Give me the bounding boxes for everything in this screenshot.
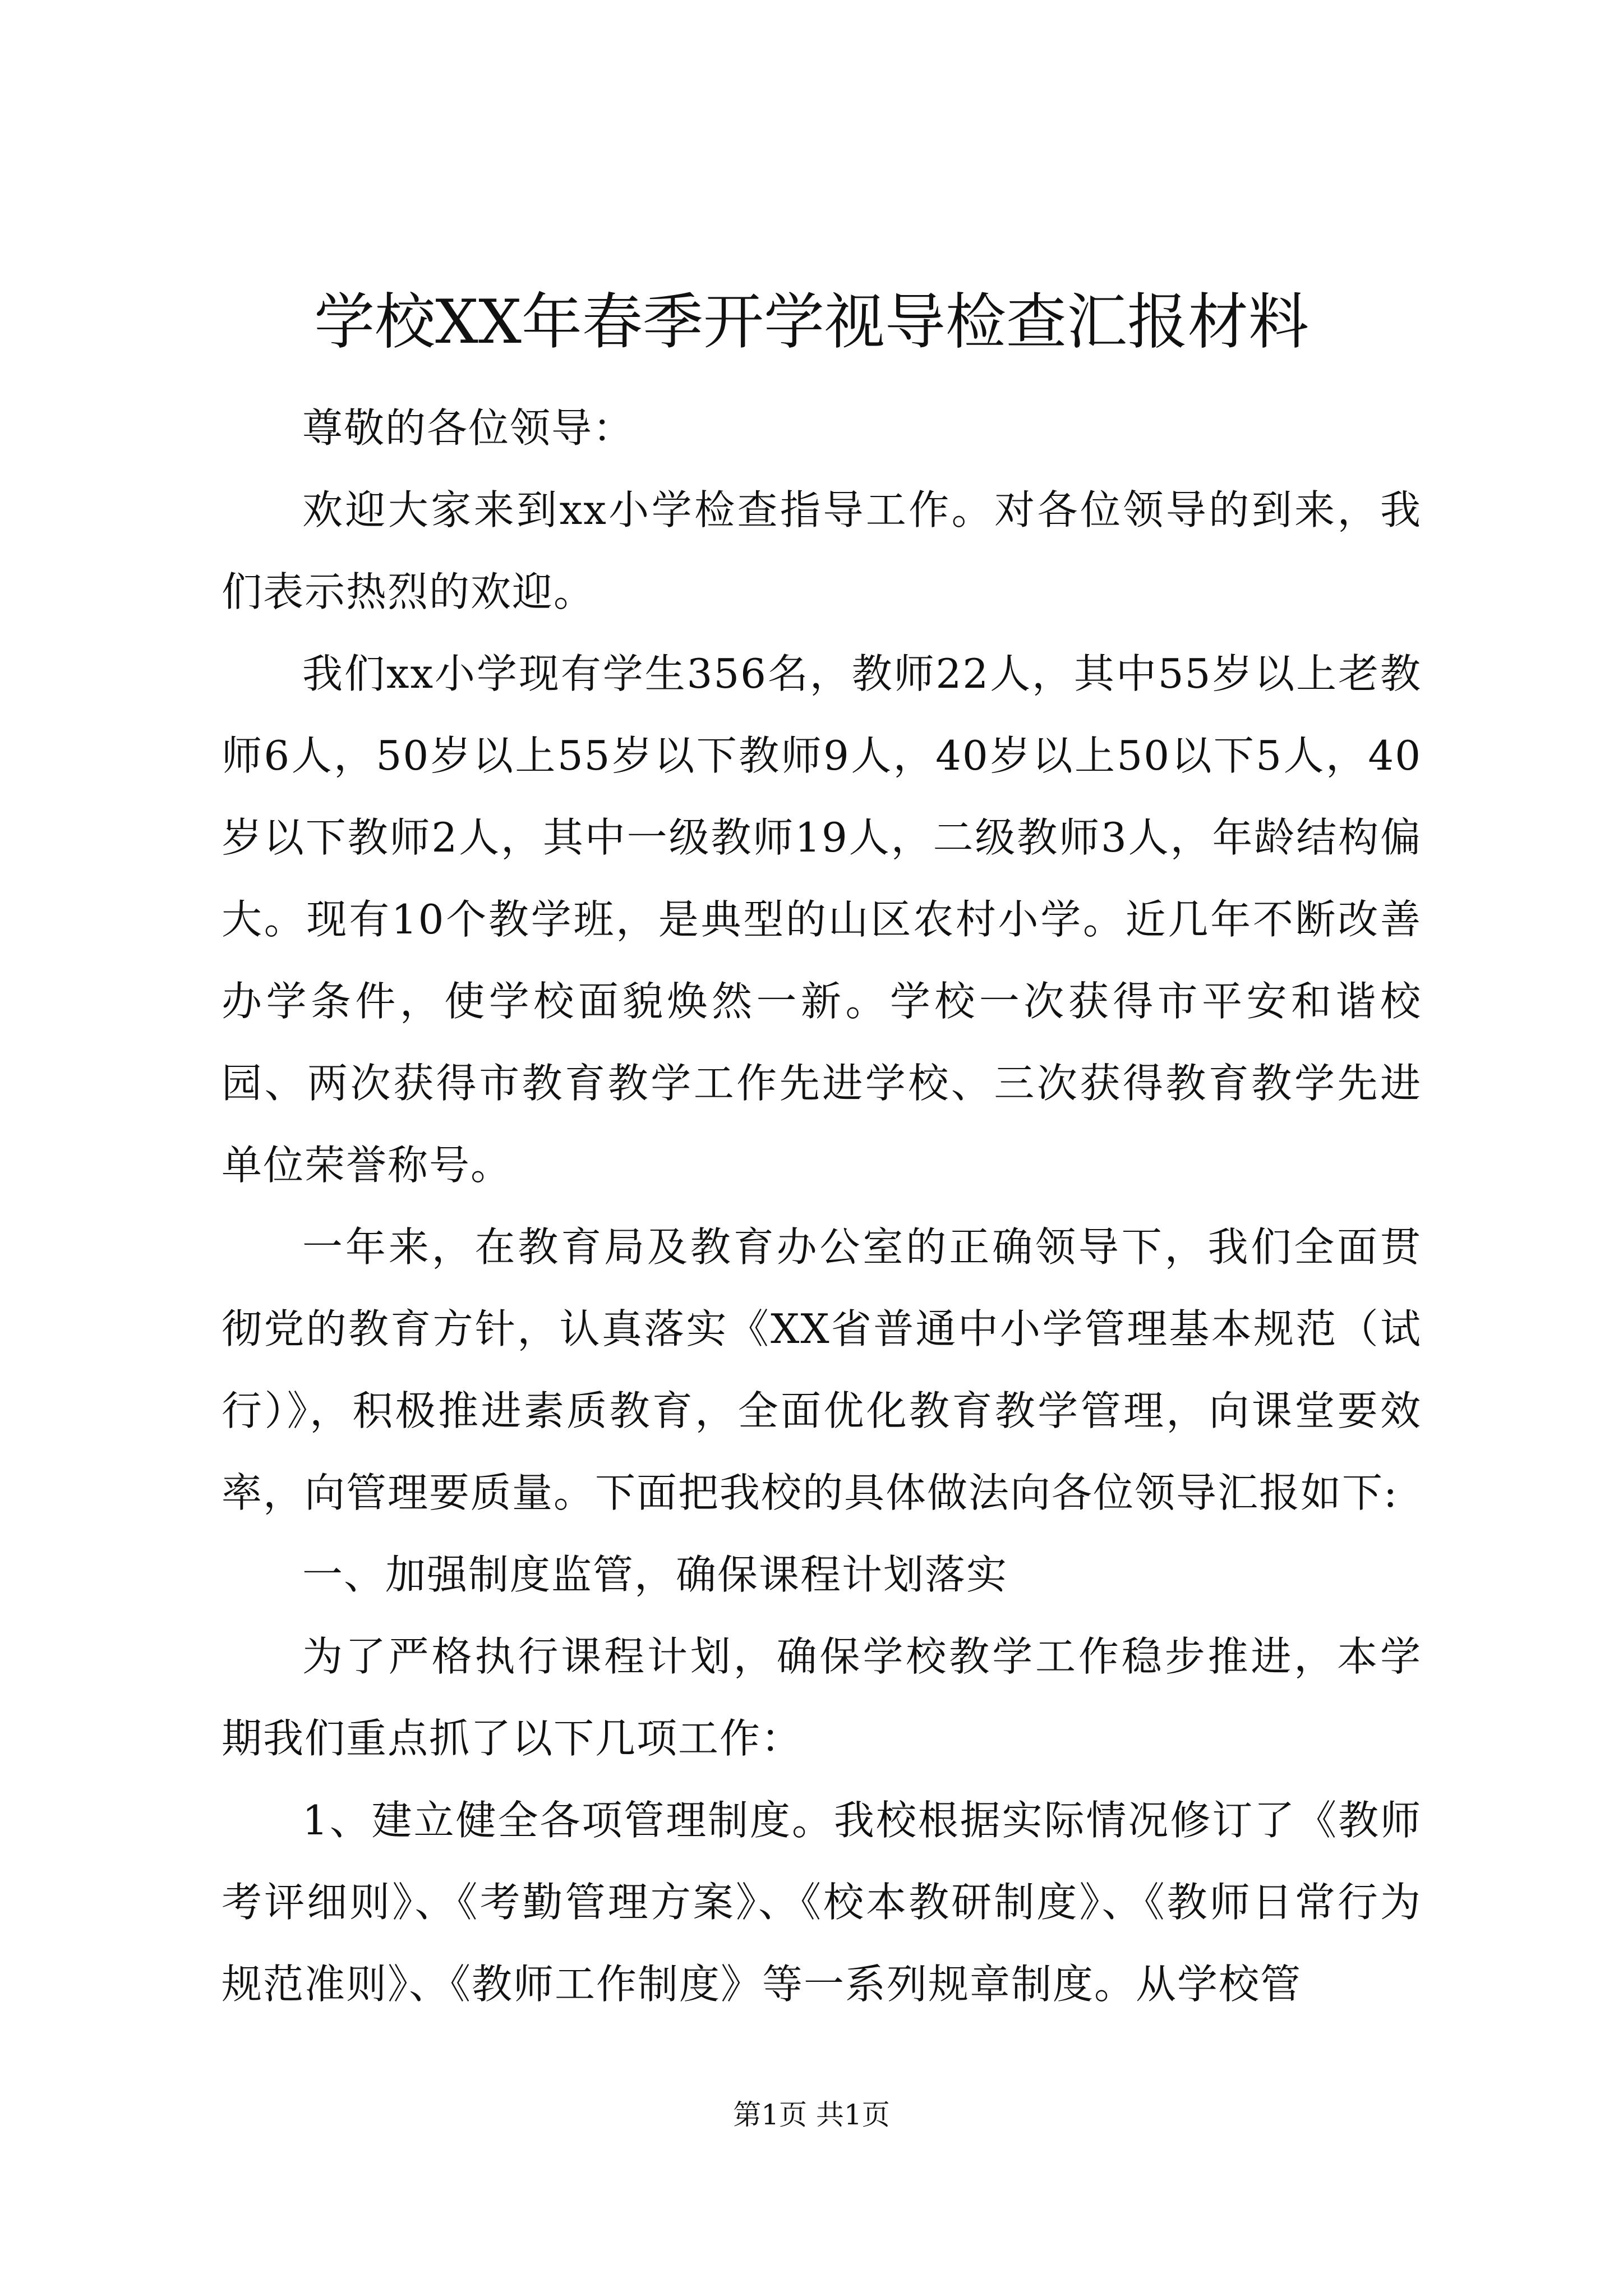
page-number-footer: 第1页 共1页 <box>733 2099 890 2131</box>
salutation-paragraph: 尊敬的各位领导： <box>302 404 635 452</box>
welcome-paragraph: 欢迎大家来到xx小学检查指导工作。对各位领导的到来，我们表示热烈的欢迎。 <box>222 486 1422 615</box>
page-title: 学校XX年春季开学视导检查汇报材料 <box>314 287 1309 357</box>
school-overview-paragraph: 我们xx小学现有学生356名，教师22人，其中55岁以上老教师6人，50岁以上55岁以下教师9人，40岁以上50以下5人，40岁以下教师2人，其中一级教师19人，二级教师3人，年龄结构偏大。现有10个教学班，是典型的山区农村小学。近几年不断改善办学条件，使学校面貌焕然一新。学校一次获得市平安和谐校园、两次获得市教育教学工作先进学校、三次获得教育教学先进单位荣誉称号。 <box>222 650 1422 1189</box>
section-heading: 一、加强制度监管，确保课程计划落实 <box>302 1551 1008 1598</box>
section-intro-paragraph: 为了严格执行课程计划，确保学校教学工作稳步推进，本学期我们重点抓了以下几项工作： <box>222 1633 1422 1762</box>
list-item-paragraph: 1、建立健全各项管理制度。我校根据实际情况修订了《教师考评细则》、《考勤管理方案》、《校本教研制度》、《教师日常行为规范准则》、《教师工作制度》等一系列规章制度。从学校管 <box>222 1797 1422 2008</box>
work-summary-paragraph: 一年来，在教育局及教育办公室的正确领导下，我们全面贯彻党的教育方针，认真落实《XX省普通中小学管理基本规范（试行）》，积极推进素质教育，全面优化教育教学管理，向课堂要效率，向管理要质量。下面把我校的具体做法向各位领导汇报如下: <box>222 1223 1422 1516</box>
document-body <box>222 387 1422 2025</box>
